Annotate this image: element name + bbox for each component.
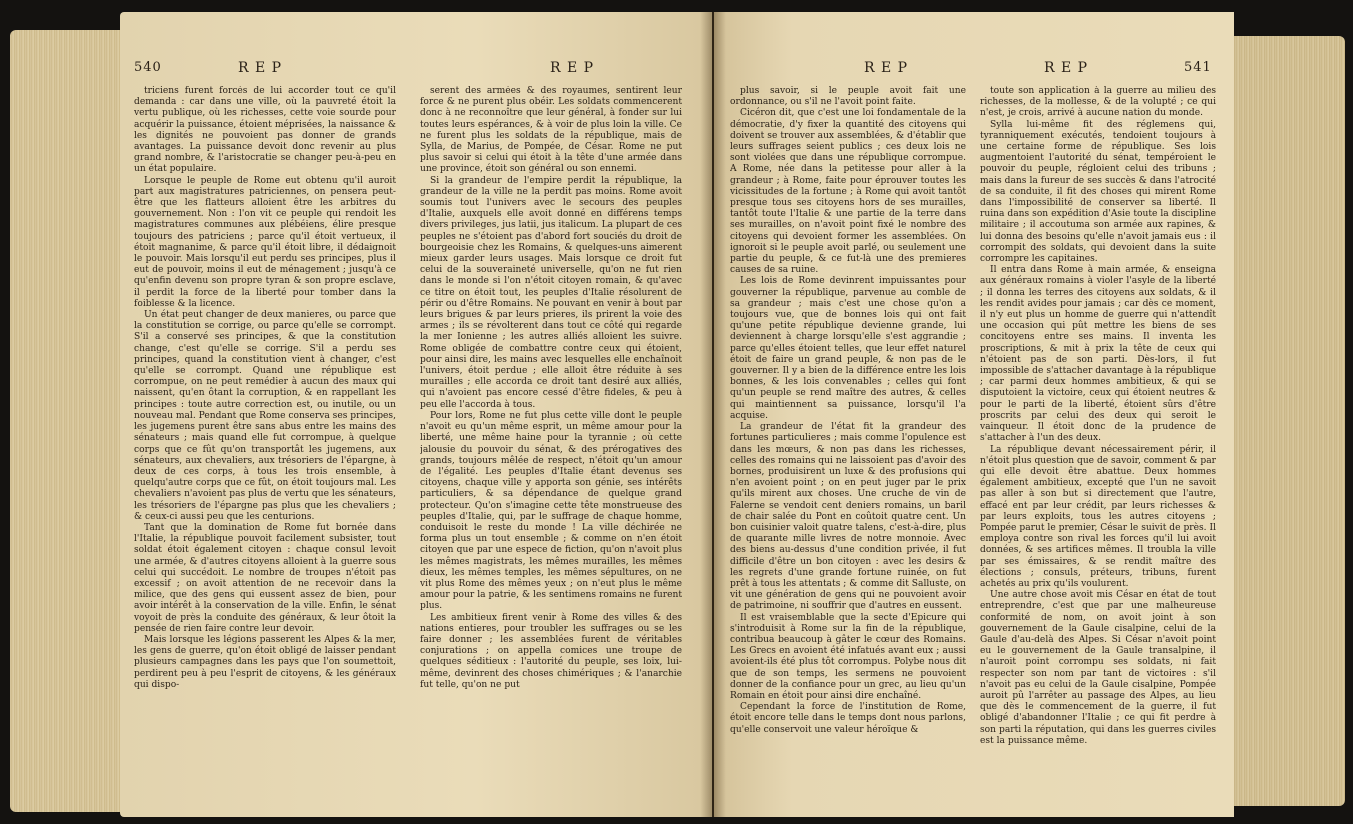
paragraph: Les ambitieux firent venir à Rome des villes & des nations entieres, pour troubler les suffrages ou se les faire donner ; les assemblées furent de véritables conjurations ; on appella comices une troupe de quelques séditieux : l'autorité du peuple, ses loix, lui-même, devinrent des choses chimériques ; & l'anarchie fut telle, qu'on ne put: [420, 612, 682, 690]
paragraph: Lorsque le peuple de Rome eut obtenu qu'il auroit part aux magistratures patriciennes, on pensera peut-être que les flatteurs alloient être les arbitres du gouvernement. Non : l'on vit ce peuple qui rendoit les magistratures communes aux plébéiens, élire presque toujours des patriciens ; parce qu'il étoit vertueux, il étoit magnanime, & parce qu'il étoit libre, il dédaignoit le pouvoir. Mais lorsqu'il eut perdu ses principes, plus il eut de pouvoir, moins il eut de ménagement ; jusqu'à ce qu'enfin devenu son propre tyran & son propre esclave, il perdit la force de la liberté pour tomber dans la foiblesse & la licence.: [134, 175, 396, 309]
text-column-left-1: [134, 86, 396, 806]
text-column-right-1: [730, 86, 966, 806]
text-column-left-2: [420, 86, 682, 806]
running-head: R E P: [238, 60, 283, 76]
paragraph: triciens furent forcés de lui accorder tout ce qu'il demanda : car dans une ville, où la pauvreté étoit la vertu publique, où les richesses, cette voie sourde pour acquérir la puissance, étoient méprisées, la naissance & les dignités ne pouvoient pas donner de grands avantages. La puissance devoit donc revenir au plus grand nombre, & l'aristocratie se changer peu-à-peu en un état populaire.: [134, 86, 396, 175]
book-gutter: [700, 12, 726, 817]
paragraph: Tant que la domination de Rome fut bornée dans l'Italie, la république pouvoit facilement subsister, tout soldat étoit également citoyen : chaque consul levoit une armée, & d'autres citoyens alloient à la guerre sous celui qui succédoit. Le nombre de troupes n'étoit pas excessif ; on avoit attention de ne recevoir dans la milice, que des gens qui eussent assez de bien, pour avoir intérêt à la conservation de la ville. Enfin, le sénat voyoit de près la conduite des généraux, & leur ôtoit la pensée de rien faire contre leur devoir.: [134, 522, 396, 634]
paragraph: La république devant nécessairement périr, il n'étoit plus question que de savoir, comment & par qui elle devoit être abattue. Deux hommes également ambitieux, excepté que l'un ne savoit pas aller à son but si directement que l'autre, effacé ent par leur crédit, par leurs richesses & par leurs exploits, tous les autres citoyens ; Pompée parut le premier, César le suivit de près. Il employa contre son rival les forces qu'il lui avoit données, & ses artifices mêmes. Il troubla la ville par ses émissaires, & se rendit maître des élections ; consuls, préteurs, tribuns, furent achetés au prix qu'ils voulurent.: [980, 444, 1216, 589]
paragraph: Un état peut changer de deux manieres, ou parce que la constitution se corrige, ou parce qu'elle se corrompt. S'il a conservé ses principes, & que la constitution change, c'est qu'elle se corrige. S'il a perdu ses principes, quand la constitution vient à changer, c'est qu'elle se corrompt. Quand une république est corrompue, on ne peut remédier à aucun des maux qui naissent, qu'en ôtant la corruption, & en rappellant les principes : toute autre correction est, ou inutile, ou un nouveau mal. Pendant que Rome conserva ses principes, les jugemens purent être sans abus entre les mains des sénateurs ; mais quand elle fut corrompue, à quelque corps que ce fût qu'on transportât les jugemens, aux sénateurs, aux chevaliers, aux trésoriers de l'épargne, à deux de ces corps, à tous les trois ensemble, à quelqu'autre corps que ce fût, on étoit toujours mal. Les chevaliers n'avoient pas plus de vertu que les sénateurs, les trésoriers de l'épargne pas plus que les chevaliers ; & ceux-ci aussi peu que les centurions.: [134, 310, 396, 522]
open-book: [10, 12, 1345, 817]
paragraph: Cicéron dit, que c'est une loi fondamentale de la démocratie, d'y fixer la quantité des citoyens qui doivent se trouver aux assemblées, & d'établir que leurs suffrages seient publics ; ces deux lois ne sont violées que dans une république corrompue. A Rome, née dans la petitesse pour aller à la grandeur ; à Rome, faite pour éprouver toutes les vicissitudes de la fortune ; à Rome qui avoit tantôt presque tous ses citoyens hors de ses murailles, tantôt toute l'Italie & une partie de la terre dans ses murailles, on n'avoit point fixé le nombre des citoyens qui devoient former les assemblées. On ignoroit si le peuple avoit parlé, ou seulement une partie du peuple, & ce fut-là une des premieres causes de sa ruine.: [730, 108, 966, 276]
left-page: [120, 12, 712, 817]
page-edges-left: [10, 30, 138, 812]
paragraph: La grandeur de l'état fit la grandeur des fortunes particulieres ; mais comme l'opulence est dans les mœurs, & non pas dans les richesses, celles des romains qui ne laissoient pas d'avoir des bornes, produisirent un luxe & des profusions qui n'en avoient point ; on en peut juger par le prix qu'ils mirent aux choses. Une cruche de vin de Falerne se vendoit cent deniers romains, un baril de chair salée du Pont en coûtoit quatre cent. Un bon cuisinier valoit quatre talens, c'est-à-dire, plus de quarante mille livres de notre monnoie. Avec des biens au-dessus d'une condition privée, il fut difficile d'être un bon citoyen : avec les desirs & les regrets d'une grande fortune ruinée, on fut prêt à tous les attentats ; & comme dit Salluste, on vit une génération de gens qui ne pouvoient avoir de patrimoine, ni souffrir que d'autres en eussent.: [730, 422, 966, 612]
paragraph: toute son application à la guerre au milieu des richesses, de la mollesse, & de la volupté ; ce qui n'est, je crois, arrivé à aucune nation du monde.: [980, 86, 1216, 119]
paragraph: serent des armées & des royaumes, sentirent leur force & ne purent plus obéir. Les soldats commencerent donc à ne reconnoître que leur général, à fonder sur lui toutes leurs espérances, & à voir de plus loin la ville. Ce ne furent plus les soldats de la république, mais de Sylla, de Marius, de Pompée, de César. Rome ne put plus savoir si celui qui étoit à la tête d'une armée dans une province, étoit son général ou son ennemi.: [420, 86, 682, 175]
paragraph: Il entra dans Rome à main armée, & enseigna aux généraux romains à violer l'asyle de la liberté ; il donna les terres des citoyens aux soldats, & il les rendit avides pour jamais ; car dès ce moment, il n'y eut plus un homme de guerre qui n'attendît une occasion qui pût mettre les biens de ses concitoyens entre ses mains. Il inventa les proscriptions, & mit à prix la tête de ceux qui n'étoient pas de son parti. Dès-lors, il fut impossible de s'attacher davantage à la république ; car parmi deux hommes ambitieux, & qui se disputoient la victoire, ceux qui étoient neutres & pour le parti de la liberté, étoient sûrs d'être proscrits par celui des deux qui seroit le vainqueur. Il étoit donc de la prudence de s'attacher à l'un des deux.: [980, 265, 1216, 444]
text-column-right-2: [980, 86, 1216, 806]
running-head: R E P: [864, 60, 909, 76]
running-head: R E P: [1044, 60, 1089, 76]
paragraph: Une autre chose avoit mis César en état de tout entreprendre, c'est que par une malheureuse conformité de nom, on avoit joint à son gouvernement de la Gaule cisalpine, celui de la Gaule d'au-delà des Alpes. Si César n'avoit point eu le gouvernement de la Gaule transalpine, il n'auroit point corrompu ses soldats, ni fait respecter son nom par tant de victoires : s'il n'avoit pas eu celui de la Gaule cisalpine, Pompée auroit pû l'arrêter au passage des Alpes, au lieu que dès le commencement de la guerre, il fut obligé d'abandonner l'Italie ; ce qui fit perdre à son parti la réputation, qui dans les guerres civiles est la puissance même.: [980, 590, 1216, 746]
paragraph: Si la grandeur de l'empire perdit la république, la grandeur de la ville ne la perdit pas moins. Rome avoit soumis tout l'univers avec le secours des peuples d'Italie, auxquels elle avoit donné en différens temps divers privileges, jus latii, jus italicum. La plupart de ces peuples ne s'étoient pas d'abord fort souciés du droit de bourgeoisie chez les Romains, & quelques-uns aimerent mieux garder leurs usages. Mais lorsque ce droit fut celui de la souveraineté universelle, qu'on ne fut rien dans le monde si l'on n'étoit citoyen romain, & qu'avec ce titre on étoit tout, les peuples d'Italie résolurent de périr ou d'être Romains. Ne pouvant en venir à bout par leurs brigues & par leurs prieres, ils prirent la voie des armes ; ils se révolterent dans tout ce côté qui regarde la mer Ionienne ; les autres alliés alloient les suivre. Rome obligée de combattre contre ceux qui étoient, pour ainsi dire, les mains avec lesquelles elle enchaînoit l'univers, étoit perdue ; elle alloit être réduite à ses murailles ; elle accorda ce droit tant desiré aux alliés, qui n'avoient pas encore cessé d'être fideles, & peu à peu elle l'accorda à tous.: [420, 175, 682, 410]
page-number-left: 540: [134, 60, 162, 75]
page-number-right: 541: [1184, 60, 1212, 75]
paragraph: Cependant la force de l'institution de Rome, étoit encore telle dans le temps dont nous parlons, qu'elle conservoit une valeur héroïque &: [730, 702, 966, 735]
paragraph: Les lois de Rome devinrent impuissantes pour gouverner la république, parvenue au comble de sa grandeur ; mais c'est une chose qu'on a toujours vue, que de bonnes lois qui ont fait qu'une petite république devienne grande, lui deviennent à charge lorsqu'elle s'est aggrandie ; parce qu'elles étoient telles, que leur effet naturel étoit de faire un grand peuple, & non pas de le gouverner. Il y a bien de la différence entre les lois bonnes, & les lois convenables ; celles qui font qu'un peuple se rend maître des autres, & celles qui maintiennent sa puissance, lorsqu'il l'a acquise.: [730, 276, 966, 421]
paragraph: plus savoir, si le peuple avoit fait une ordonnance, ou s'il ne l'avoit point faite.: [730, 86, 966, 108]
paragraph: Il est vraisemblable que la secte d'Epicure qui s'introduisit à Rome sur la fin de la république, contribua beaucoup à gâter le cœur des Romains. Les Grecs en avoient été infatués avant eux ; aussi avoient-ils été plus tôt corrompus. Polybe nous dit que de son temps, les sermens ne pouvoient donner de la confiance pour un grec, au lieu qu'un Romain en étoit pour ainsi dire enchaîné.: [730, 612, 966, 701]
paragraph: Pour lors, Rome ne fut plus cette ville dont le peuple n'avoit eu qu'un même esprit, un même amour pour la liberté, une même haine pour la tyrannie ; où cette jalousie du pouvoir du sénat, & des prérogatives des grands, toujours mêlée de respect, n'étoit qu'un amour de l'égalité. Les peuples d'Italie étant devenus ses citoyens, chaque ville y apporta son génie, ses intérêts particuliers, & sa dépendance de quelque grand protecteur. Qu'on s'imagine cette tête monstrueuse des peuples d'Italie, qui, par le suffrage de chaque homme, conduisoit le reste du monde ! La ville déchirée ne forma plus un tout ensemble ; & comme on n'en étoit citoyen que par une espece de fiction, qu'on n'avoit plus les mêmes magistrats, les mêmes murailles, les mêmes dieux, les mêmes temples, les mêmes sépultures, on ne vit plus Rome des mêmes yeux ; on n'eut plus le même amour pour la patrie, & les sentimens romains ne furent plus.: [420, 410, 682, 612]
paragraph: Sylla lui-même fit des réglemens qui, tyranniquement exécutés, tendoient toujours à une certaine forme de république. Ses lois augmentoient l'autorité du sénat, tempéroient le pouvoir du peuple, régloient celui des tribuns ; mais dans la fureur de ses succès & dans l'atrocité de sa conduite, il fit des choses qui mirent Rome dans l'impossibilité de conserver sa liberté. Il ruina dans son expédition d'Asie toute la discipline militaire ; il accoutuma son armée aux rapines, & lui donna des besoins qu'elle n'avoit jamais eus : il corrompit des soldats, qui devoient dans la suite corrompre les capitaines.: [980, 119, 1216, 265]
running-head: R E P: [550, 60, 595, 76]
page-edges-right: [1225, 36, 1345, 806]
paragraph: Mais lorsque les légions passerent les Alpes & la mer, les gens de guerre, qu'on étoit obligé de laisser pendant plusieurs campagnes dans les pays que l'on soumettoit, perdirent peu à peu l'esprit de citoyens, & les généraux qui dispo-: [134, 634, 396, 690]
right-page: [714, 12, 1234, 817]
